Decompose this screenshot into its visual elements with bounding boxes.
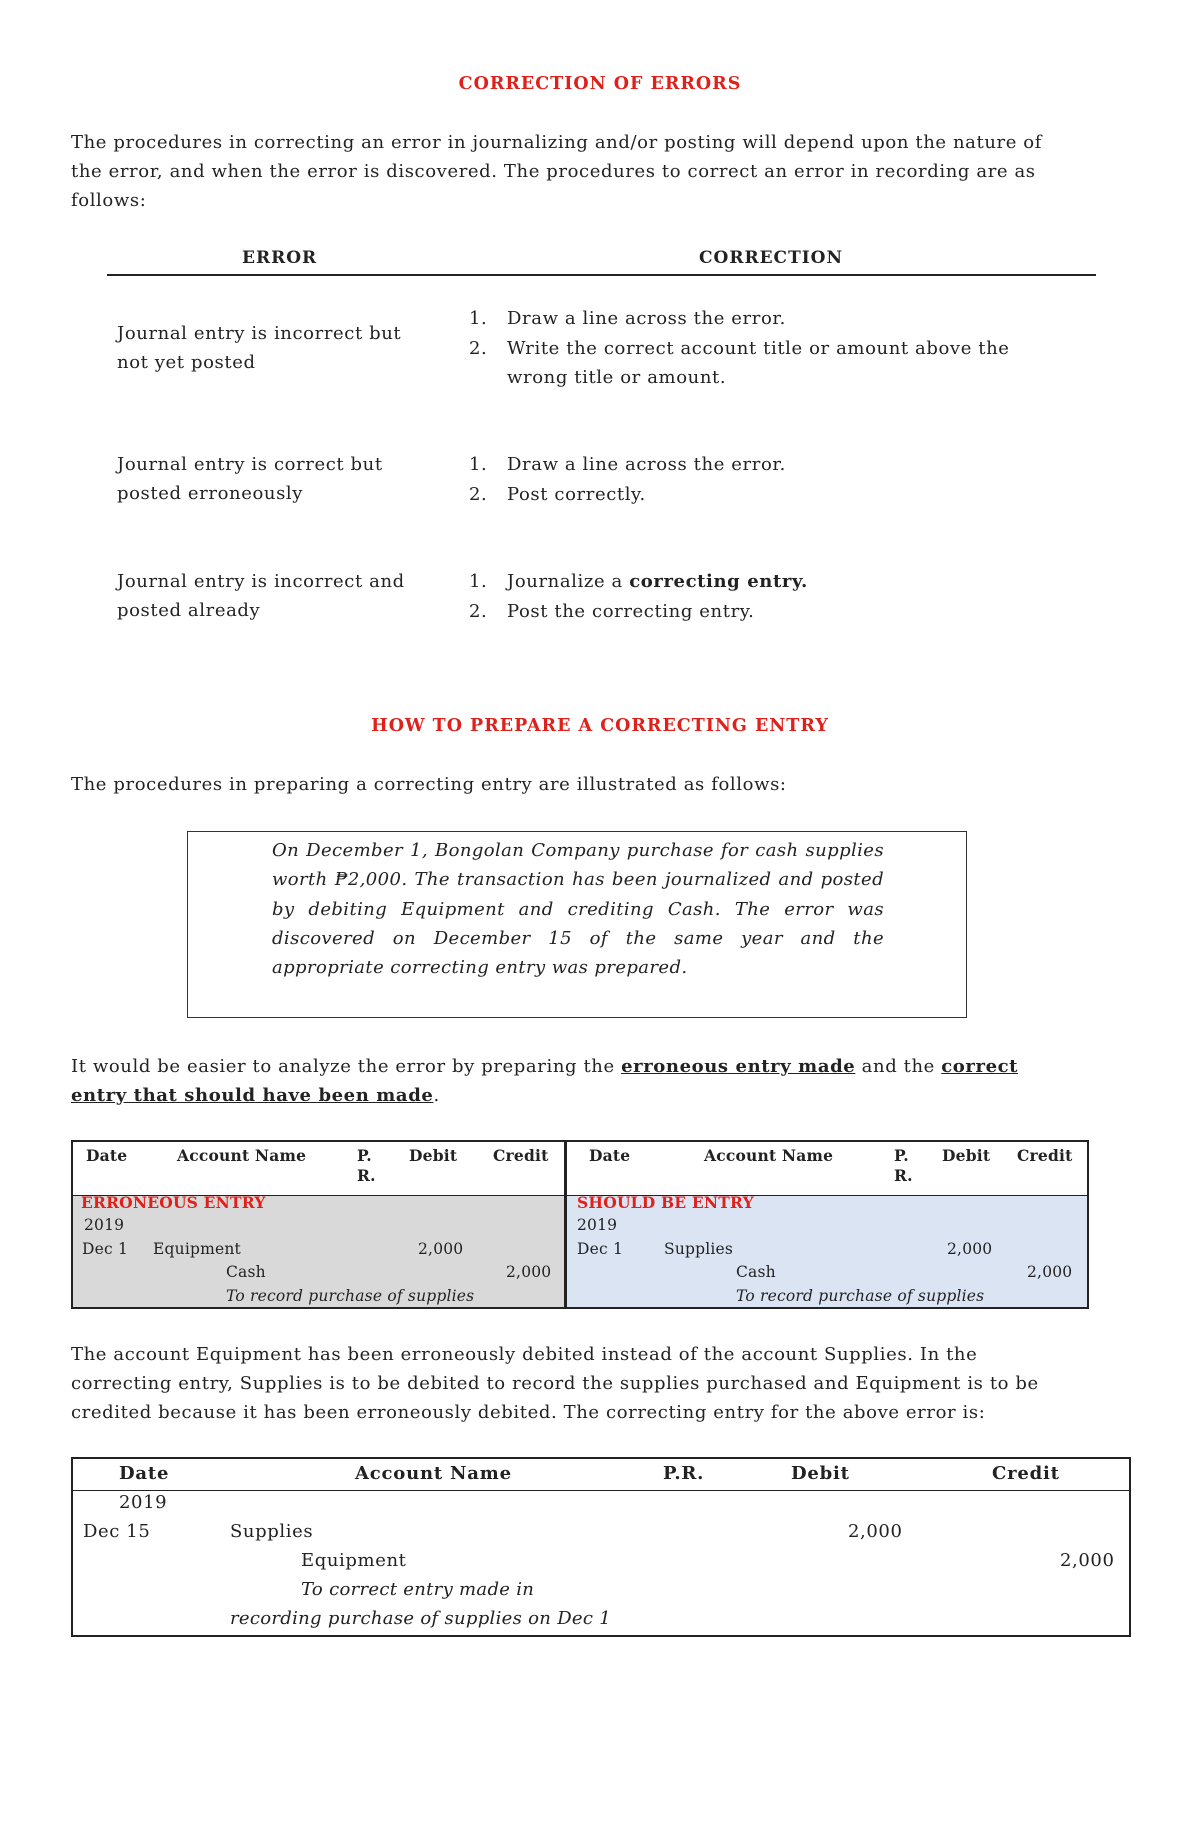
step-number: 2.: [469, 483, 488, 505]
step-text: Post the correcting entry.: [507, 600, 755, 622]
debit-account: Equipment: [153, 1240, 241, 1258]
step-text: Draw a line across the error.: [507, 308, 786, 329]
panel-header: [73, 1142, 564, 1196]
header-pr: P.: [894, 1146, 909, 1165]
analysis-line: [71, 1052, 1131, 1081]
step-number: 1.: [469, 571, 488, 592]
error-text: not yet posted: [117, 352, 256, 373]
debit-amount: 2,000: [848, 1521, 903, 1542]
analysis-text: .: [433, 1085, 440, 1106]
entry-memo: recording purchase of supplies on Dec 1: [230, 1608, 612, 1629]
error-text: posted erroneously: [117, 483, 304, 504]
step-text: Draw a line across the error.: [507, 454, 786, 475]
should-be-entry-label: SHOULD BE ENTRY: [577, 1193, 754, 1212]
debit-account: Supplies: [230, 1521, 314, 1542]
erroneous-entry-label: ERRONEOUS ENTRY: [81, 1193, 266, 1212]
step-text-bold: correcting entry.: [629, 571, 808, 592]
header-debit: Debit: [942, 1146, 991, 1165]
header-account-name: Account Name: [177, 1146, 307, 1165]
intro-line: the error, and when the error is discovered. The procedures to correct an error in recording are as: [71, 161, 1036, 182]
error-cell: [117, 450, 447, 508]
entry-date: Dec 1: [82, 1240, 129, 1258]
explanation-paragraph: [71, 1340, 1039, 1427]
analysis-text: It would be easier to analyze the error by preparing the: [71, 1056, 622, 1077]
debit-amount: 2,000: [418, 1240, 464, 1258]
page-title: CORRECTION OF ERRORS: [458, 74, 742, 94]
header-account-name: Account Name: [704, 1146, 834, 1165]
error-cell: [117, 567, 447, 625]
step-item: [469, 567, 1069, 597]
header-date: Date: [589, 1146, 631, 1165]
header-credit: Credit: [992, 1463, 1060, 1484]
should-be-entry-panel: [565, 1140, 1089, 1309]
entry-year: 2019: [119, 1492, 168, 1513]
header-pr: P.R.: [663, 1463, 705, 1484]
header-date: Date: [86, 1146, 128, 1165]
error-cell: [117, 319, 447, 377]
header-pr: P.: [357, 1146, 372, 1165]
correct-entry-term: entry that should have been made: [71, 1085, 434, 1106]
journal-header: [73, 1459, 1129, 1491]
analysis-text: and the: [855, 1056, 942, 1077]
analysis-paragraph: [71, 1052, 1131, 1110]
intro-line: follows:: [71, 190, 147, 211]
correcting-entry-journal: [71, 1457, 1131, 1637]
error-text: posted already: [117, 600, 261, 621]
header-debit: Debit: [791, 1463, 850, 1484]
step-item: [469, 334, 1047, 393]
step-text: Write the correct account title or amount above the wrong title or amount.: [507, 337, 1010, 388]
correction-column-header: CORRECTION: [699, 248, 844, 268]
credit-amount: 2,000: [1027, 1263, 1073, 1281]
erroneous-entry-panel: [71, 1140, 566, 1309]
entry-memo: To record purchase of supplies: [226, 1287, 475, 1305]
entry-date: Dec 15: [83, 1521, 151, 1542]
step-number: 1.: [469, 308, 488, 329]
header-debit: Debit: [409, 1146, 458, 1165]
error-text: Journal entry is correct but: [117, 454, 383, 475]
entry-memo: To record purchase of supplies: [736, 1287, 985, 1305]
error-column-header: ERROR: [242, 248, 318, 268]
entry-date: Dec 1: [577, 1240, 624, 1258]
step-item: [469, 597, 1069, 627]
intro-paragraph: [71, 128, 1042, 215]
credit-amount: 2,000: [506, 1263, 552, 1281]
step-number: 2.: [469, 337, 488, 359]
step-number: 2.: [469, 600, 488, 622]
step-item: [469, 480, 1069, 510]
correct-entry-term: correct: [941, 1056, 1019, 1077]
header-pr: R.: [894, 1166, 913, 1185]
header-date: Date: [119, 1463, 170, 1484]
error-text: Journal entry is incorrect but: [117, 323, 402, 344]
analysis-line: [71, 1081, 1131, 1110]
explanation-line: The account Equipment has been erroneously debited instead of the account Supplies. In the: [71, 1344, 978, 1365]
header-pr: R.: [357, 1166, 376, 1185]
section-intro: The procedures in preparing a correcting entry are illustrated as follows:: [71, 774, 787, 795]
step-text: Post correctly.: [507, 483, 646, 505]
case-text: On December 1, Bongolan Company purchase for cash supplies worth ₱2,000. The transaction has been journalized and posted by debiting Equipment and crediting Cash. The error was discovered on December 15 of the same year and the appropriate correcting entry was prepared.: [272, 840, 884, 979]
section-title: HOW TO PREPARE A CORRECTING ENTRY: [371, 716, 829, 736]
entry-memo: To correct entry made in: [301, 1579, 535, 1600]
correction-steps: [469, 304, 1069, 393]
table-header-rule: [107, 274, 1096, 276]
explanation-line: correcting entry, Supplies is to be debited to record the supplies purchased and Equipment is to be: [71, 1373, 1039, 1394]
credit-account: Equipment: [301, 1550, 407, 1571]
debit-account: Supplies: [664, 1240, 734, 1258]
correction-steps: [469, 567, 1069, 626]
step-item: [469, 450, 1069, 480]
credit-account: Cash: [736, 1263, 776, 1281]
credit-account: Cash: [226, 1263, 266, 1281]
erroneous-entry-term: erroneous entry made: [621, 1056, 856, 1077]
intro-line: The procedures in correcting an error in journalizing and/or posting will depend upon the nature of: [71, 132, 1043, 153]
credit-amount: 2,000: [1060, 1550, 1115, 1571]
header-credit: Credit: [1017, 1146, 1073, 1165]
step-text: Journalize a: [507, 571, 630, 592]
entry-year: 2019: [577, 1216, 618, 1234]
debit-amount: 2,000: [947, 1240, 993, 1258]
header-credit: Credit: [493, 1146, 549, 1165]
entry-year: 2019: [84, 1216, 125, 1234]
error-text: Journal entry is incorrect and: [117, 571, 405, 592]
correction-steps: [469, 450, 1069, 509]
header-account-name: Account Name: [355, 1463, 512, 1484]
explanation-line: credited because it has been erroneously debited. The correcting entry for the above error is:: [71, 1402, 986, 1423]
step-number: 1.: [469, 454, 488, 475]
step-item: [469, 304, 1069, 334]
